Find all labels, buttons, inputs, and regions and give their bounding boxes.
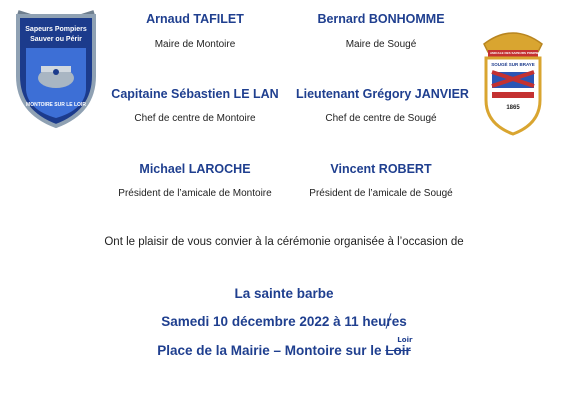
event-title: La sainte barbe [234,286,334,301]
firefighters-montoire-badge-icon [8,6,104,130]
event-place [0,336,568,358]
signatory-5-role: Président de l’amicale de Montoire [118,188,272,199]
signatory-2-role: Maire de Sougé [345,39,417,50]
event-place-corrected-word: Loir Loir [385,336,413,358]
event-datetime [0,314,568,329]
signatory-4-role: Chef de centre de Sougé [325,113,437,124]
right-emblem-top-text: AMICALE DES SAPEURS POMPIERS [490,51,543,55]
invitation-text: Ont le plaisir de vous convier à la cérémonie organisée à l’occasion de [104,236,464,248]
signatory-5-name: Michael LAROCHE [139,162,251,176]
left-emblem-top-text: Sapeurs Pompiers [25,26,87,33]
souge-sur-braye-crest-icon [472,24,554,138]
event-date-prefix: Samedi 10 décembre 2022 à 11 heu [161,314,387,329]
signatory-2-name: Bernard BONHOMME [317,12,445,26]
souge-firefighters-crest [472,24,554,138]
event-place-prefix: Place de la Mairie – Montoire sur le [157,343,386,358]
handwritten-correction: Loir [397,336,413,344]
signatory-1-role: Maire de Montoire [154,39,236,50]
signatory-4-name: Lieutenant Grégory JANVIER [296,87,469,101]
signatory-1-name: Arnaud TAFILET [146,12,244,26]
event-date-suffix: es [391,314,407,329]
event-date-corrected-letter: r [386,314,392,329]
signatory-6-name: Vincent ROBERT [330,162,432,176]
right-emblem-town-label: SOUGÉ SUR BRAYE [491,62,535,67]
montoire-firefighters-emblem [8,6,104,130]
signatory-3-name: Capitaine Sébastien LE LAN [111,87,279,101]
left-emblem-motto: Sauver ou Périr [30,36,82,43]
signatory-6-role: Président de l’amicale de Sougé [309,188,453,199]
right-emblem-year: 1865 [506,105,520,111]
left-emblem-bottom-text: MONTOIRE SUR LE LOIR [26,102,86,108]
signatory-3-role: Chef de centre de Montoire [134,113,256,124]
